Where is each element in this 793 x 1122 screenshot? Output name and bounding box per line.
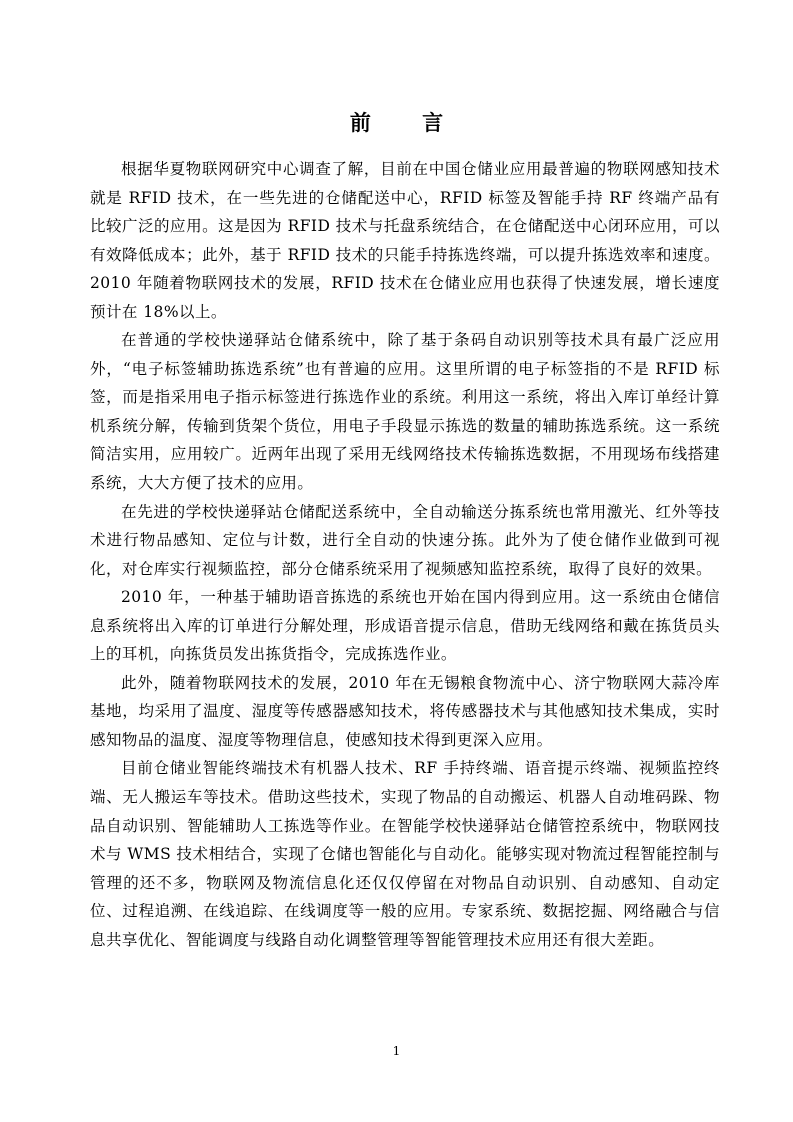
page-title: 前 言 [349,110,466,135]
paragraph-5: 此外，随着物联网技术的发展，2010 年在无锡粮食物流中心、济宁物联网大蒜冷库基地，均采用了温度、湿度等传感器感知技术，将传感器技术与其他感知技术集成，实时感知物品的温度、湿度等物理信息，使感知技术得到更深入应用。 [90,673,720,749]
paragraph-2: 在普通的学校快递驿站仓储系统中，除了基于条码自动识别等技术具有最广泛应用外，“电子标签辅助拣选系统”也有普遍的应用。这里所谓的电子标签指的不是 RFID 标签，而是指采用电子指示标签进行拣选作业的系统。利用这一系统，将出入库订单经计算机系统分解，传输到货架个货位，用电子手段显示拣选的数量的辅助拣选系统。这一系统简洁实用，应用较广。近两年出现了采用无线网络技术传输拣选数据，不用现场布线搭建系统，大大方便了技术的应用。 [90,331,720,493]
paragraph-3: 在先进的学校快递驿站仓储配送系统中，全自动输送分拣系统也常用激光、红外等技术进行物品感知、定位与计数，进行全自动的快速分拣。此外为了使仓储作业做到可视化，对仓库实行视频监控，部分仓储系统采用了视频感知监控系统，取得了良好的效果。 [90,502,720,578]
paragraph-1: 根据华夏物联网研究中心调查了解，目前在中国仓储业应用最普遍的物联网感知技术就是 RFID 技术，在一些先进的仓储配送中心，RFID 标签及智能手持 RF 终端产品有比较广泛的应用。这是因为 RFID 技术与托盘系统结合，在仓储配送中心闭环应用，可以有效降低成本；此外，基于 RFID 技术的只能手持拣选终端，可以提升拣选效率和速度。2010 年随着物联网技术的发展，RFID 技术在仓储业应用也获得了快速发展，增长速度预计在 18%以上。 [90,160,720,321]
paragraph-6: 目前仓储业智能终端技术有机器人技术、RF 手持终端、语音提示终端、视频监控终端、无人搬运车等技术。借助这些技术，实现了物品的自动搬运、机器人自动堆码跺、物品自动识别、智能辅助人工拣选等作业。在智能学校快递驿站仓储管控系统中，物联网技术与 WMS 技术相结合，实现了仓储也智能化与自动化。能够实现对物流过程智能控制与管理的还不多，物联网及物流信息化还仅仅停留在对物品自动识别、自动感知、自动定位、过程追溯、在线追踪、在线调度等一般的应用。专家系统、数据挖掘、网络融合与信息共享优化、智能调度与线路自动化调整管理等智能管理技术应用还有很大差距。 [90,759,720,949]
page-number: 1 [392,1044,401,1058]
paragraph-4: 2010 年，一种基于辅助语音拣选的系统也开始在国内得到应用。这一系统由仓储信息系统将出入库的订单进行分解处理，形成语音提示信息，借助无线网络和戴在拣货员头上的耳机，向拣货员发出拣货指令，完成拣选作业。 [90,588,720,664]
body-text [90,155,720,954]
